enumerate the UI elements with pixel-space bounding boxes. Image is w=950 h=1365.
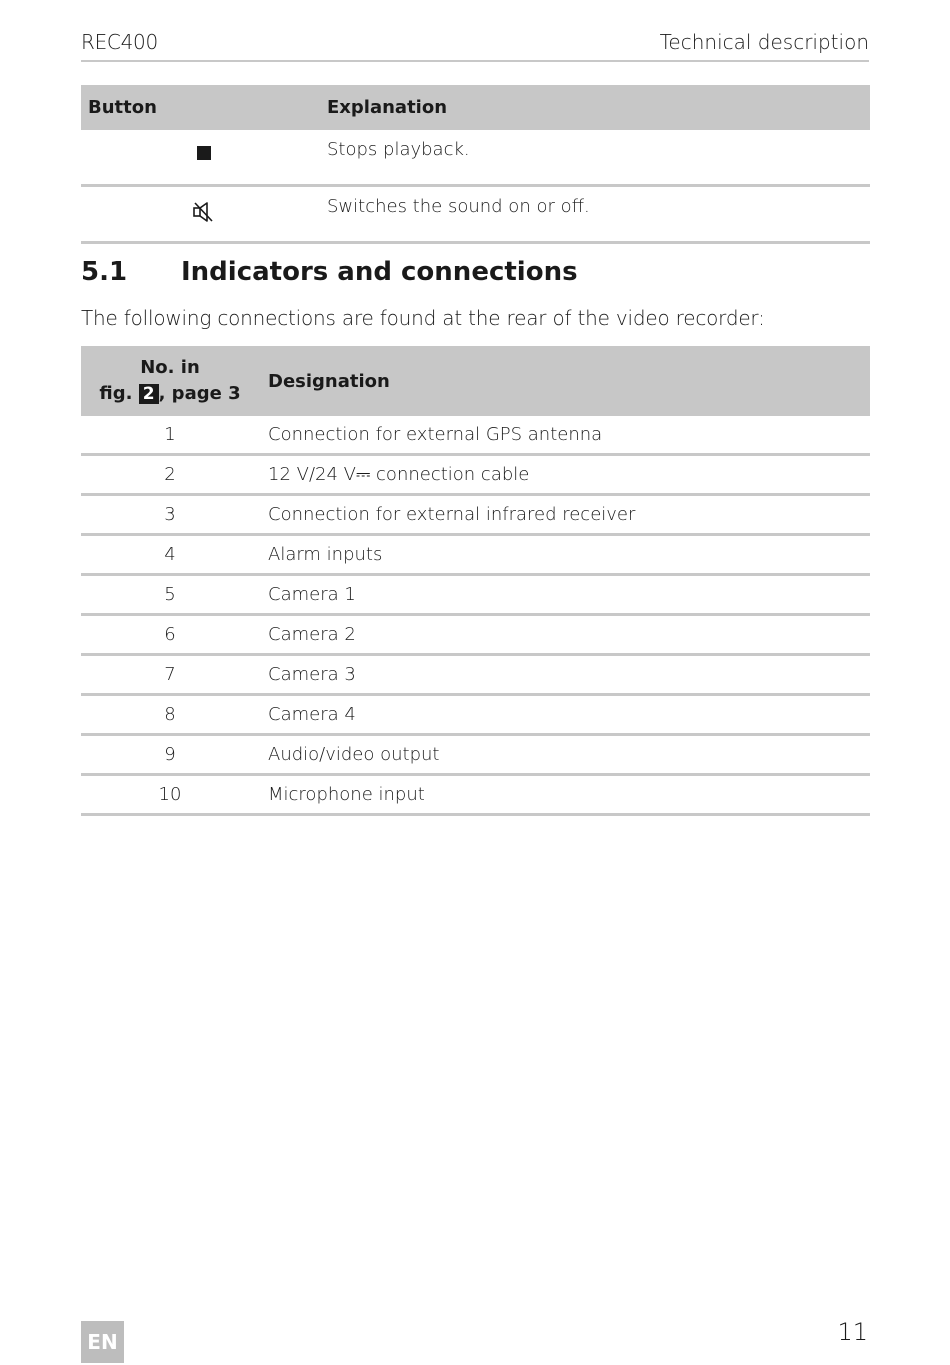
table-row: [81, 416, 870, 455]
button-cell: [81, 130, 327, 186]
figure-prefix: fig.: [99, 383, 133, 404]
connection-number: 3: [81, 495, 259, 535]
table-row: [81, 186, 870, 243]
connection-designation: 12 V/24 V⎓ connection cable: [259, 455, 870, 495]
page-header: [81, 28, 869, 62]
number-column-header: [81, 346, 259, 416]
connection-designation: Connection for external infrared receiver: [259, 495, 870, 535]
connections-table-header-row: [81, 346, 870, 416]
table-row: [81, 130, 870, 186]
button-cell: [81, 186, 327, 243]
section-intro: The following connections are found at the rear of the video recorder:: [81, 306, 765, 330]
connection-number: 10: [81, 775, 259, 815]
table-row: [81, 735, 870, 775]
button-table-header-row: [81, 85, 870, 130]
explanation-column-header: Explanation: [327, 85, 870, 130]
connections-table-body: [81, 416, 870, 815]
page-number: 11: [837, 1318, 868, 1346]
connection-number: 5: [81, 575, 259, 615]
connection-designation: Connection for external GPS antenna: [259, 416, 870, 455]
language-badge: EN: [81, 1321, 124, 1363]
table-row: [81, 655, 870, 695]
connection-designation: Camera 1: [259, 575, 870, 615]
connection-designation: Alarm inputs: [259, 535, 870, 575]
connection-designation: Camera 2: [259, 615, 870, 655]
connection-number: 1: [81, 416, 259, 455]
table-row: [81, 495, 870, 535]
connection-designation: Camera 3: [259, 655, 870, 695]
table-row: [81, 575, 870, 615]
mute-icon: [192, 201, 216, 228]
stop-icon: [197, 144, 211, 165]
document-model: REC400: [81, 30, 158, 54]
designation-column-header: Designation: [259, 346, 870, 416]
connection-number: 7: [81, 655, 259, 695]
connection-number: 6: [81, 615, 259, 655]
connection-number: 2: [81, 455, 259, 495]
number-header-line1: No. in: [140, 357, 200, 378]
figure-page-ref: , page 3: [158, 383, 241, 404]
button-column-header: Button: [81, 85, 327, 130]
explanation-cell: Stops playback.: [327, 130, 870, 186]
connection-number: 4: [81, 535, 259, 575]
connection-number: 8: [81, 695, 259, 735]
section-number: 5.1: [81, 257, 128, 287]
table-row: [81, 615, 870, 655]
connection-number: 9: [81, 735, 259, 775]
table-row: [81, 455, 870, 495]
figure-number-badge: 2: [139, 384, 159, 404]
connection-designation: Microphone input: [259, 775, 870, 815]
connection-designation: Camera 4: [259, 695, 870, 735]
table-row: [81, 775, 870, 815]
connection-designation: Audio/video output: [259, 735, 870, 775]
button-table: [81, 85, 870, 244]
document-section: Technical description: [659, 30, 869, 54]
table-row: [81, 695, 870, 735]
section-title: Indicators and connections: [181, 257, 578, 287]
explanation-cell: Switches the sound on or off.: [327, 186, 870, 243]
section-heading: [81, 257, 578, 287]
table-row: [81, 535, 870, 575]
connections-table: [81, 346, 870, 816]
